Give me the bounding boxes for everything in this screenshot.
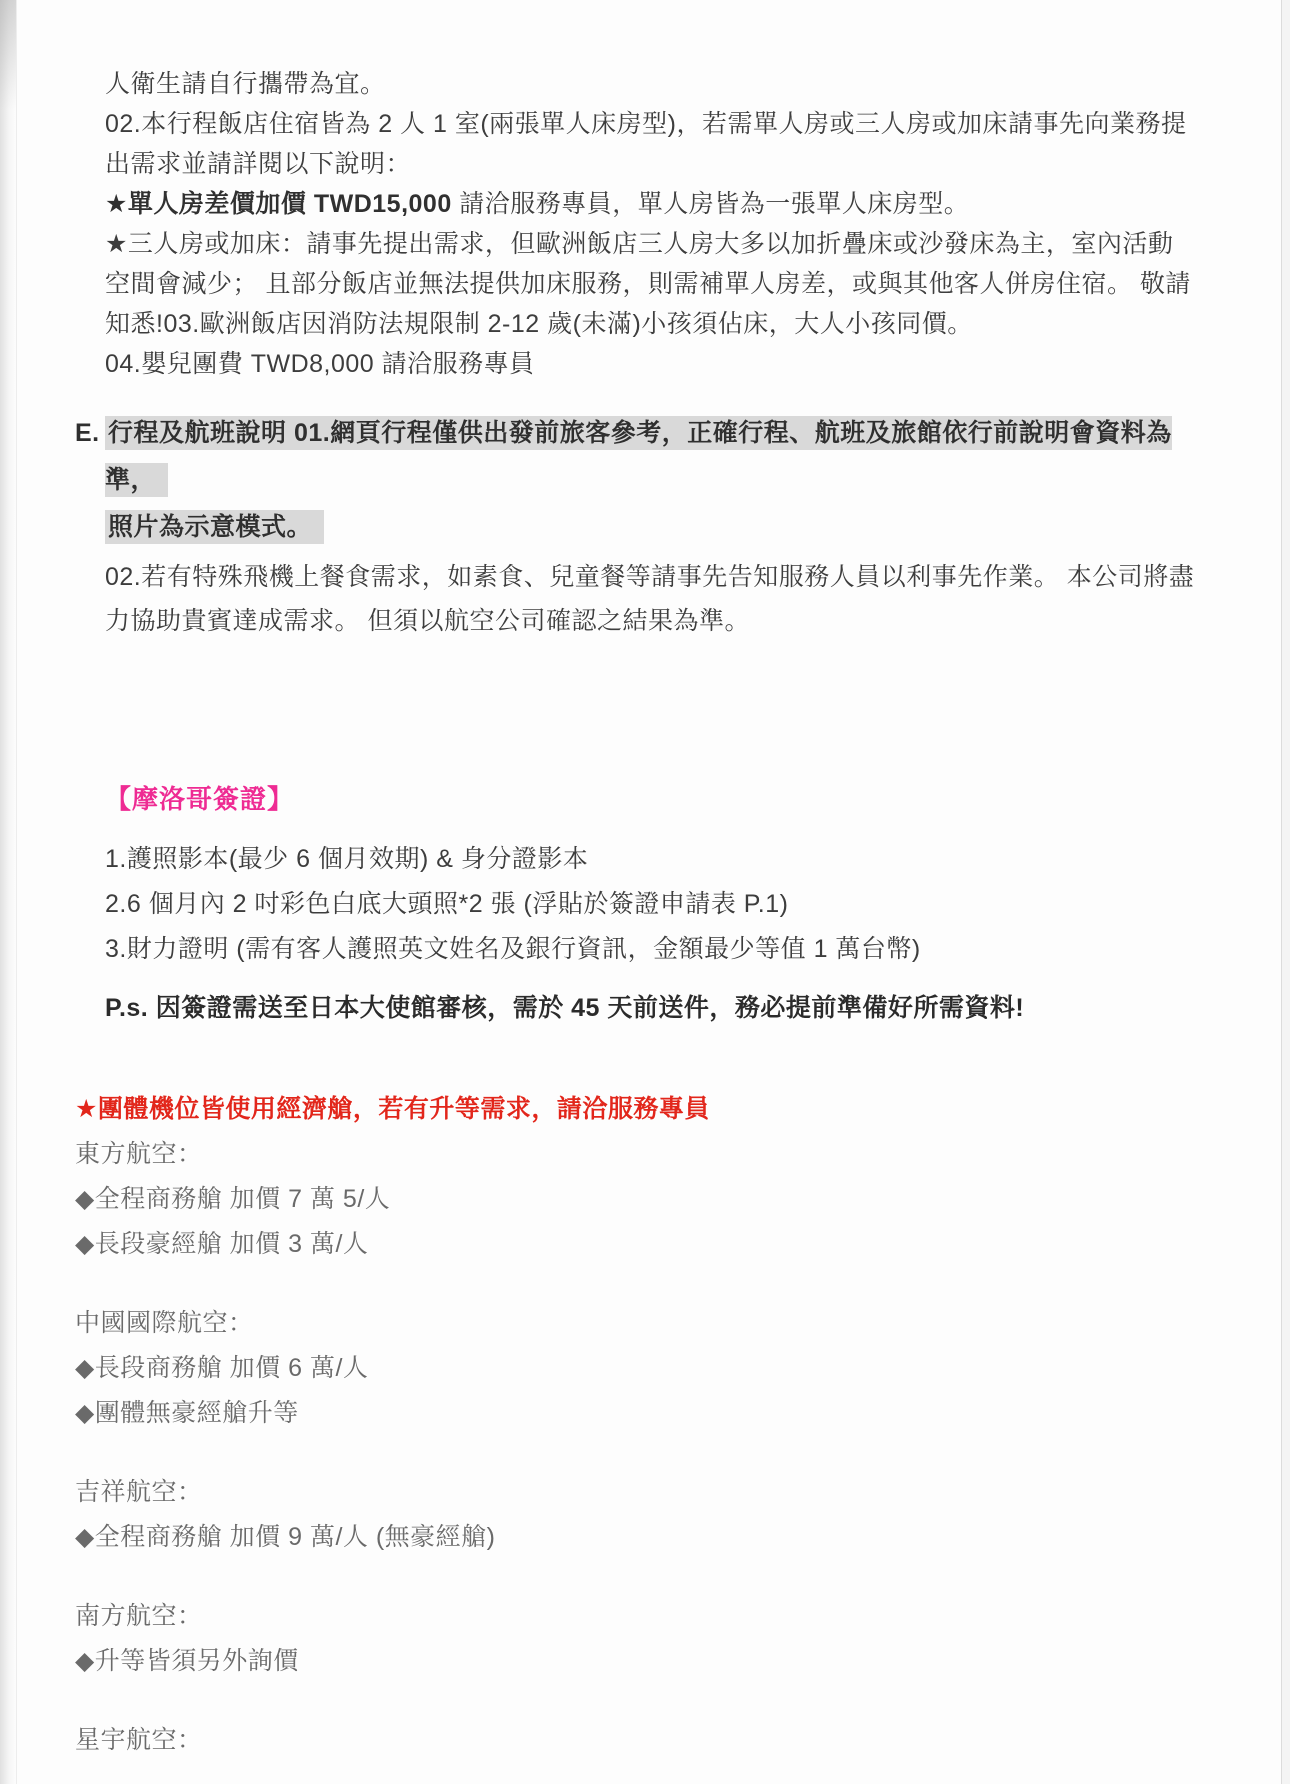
highlighted-note-line-1: 行程及航班說明 01.網頁行程僅供出發前旅客參考，正確行程、航班及旅館依行前說明會資料為準，	[105, 416, 1172, 497]
airline-upgrade-option: ◆全程商務艙 加價 7 萬 5/人	[75, 1185, 391, 1213]
morocco-visa-requirements	[105, 837, 1197, 972]
visa-requirement-financial-proof: 3.財力證明 (需有客人護照英文姓名及銀行資訊，金額最少等值 1 萬台幣)	[105, 935, 921, 963]
single-room-surcharge-amount: ★單人房差價加價 TWD15,000	[105, 190, 452, 218]
single-room-surcharge-rest: 請洽服務專員，單人房皆為一張單人床房型。	[451, 190, 970, 218]
paragraph-triple-room-policy: ★三人房或加床：請事先提出需求，但歐洲飯店三人房大多以加折疊床或沙發床為主，室內活動空間會減少； 且部分飯店並無法提供加床服務，則需補單人房差，或與其他客人併房住宿。 敬請知悉!03.歐洲飯店因消防法規限制 2-12 歲(未滿)小孩須佔床，大人小孩同價。	[105, 230, 1191, 338]
airline-name: 吉祥航空：	[75, 1478, 203, 1506]
document-content	[75, 64, 1197, 1763]
highlighted-note-line-2: 照片為示意模式。	[105, 510, 324, 544]
visa-deadline-note: P.s. 因簽證需送至日本大使館審核，需於 45 天前送件，務必提前準備好所需資料!	[105, 994, 1025, 1022]
paragraph-single-room-surcharge	[105, 184, 1197, 224]
airline-name: 東方航空：	[75, 1140, 203, 1168]
airline-group-air-china	[75, 1301, 1197, 1436]
visa-requirement-photo: 2.6 個月內 2 吋彩色白底大頭照*2 張 (浮貼於簽證申請表 P.1)	[105, 890, 789, 918]
airline-name: 中國國際航空：	[75, 1309, 254, 1337]
airline-name: 南方航空：	[75, 1602, 203, 1630]
airline-upgrade-option: ◆團體無豪經艙升等	[75, 1399, 299, 1427]
morocco-visa-heading: 【摩洛哥簽證】	[105, 784, 295, 814]
section-e-label: E.	[75, 419, 100, 447]
airline-group-starlux	[75, 1718, 1197, 1763]
airline-upgrade-option: ◆長段豪經艙 加價 3 萬/人	[75, 1230, 369, 1258]
airline-upgrade-option: ◆長段商務艙 加價 6 萬/人	[75, 1354, 369, 1382]
paragraph-hygiene-note: 人衛生請自行攜帶為宜。	[105, 70, 386, 98]
page-right-edge-shadow	[1281, 0, 1290, 1784]
economy-cabin-notice: ★團體機位皆使用經濟艙，若有升等需求，請洽服務專員	[75, 1095, 710, 1123]
section-e-itinerary-note	[75, 410, 1197, 551]
airline-name: 星宇航空：	[75, 1726, 203, 1754]
airline-group-juneyao	[75, 1470, 1197, 1560]
airline-upgrade-list	[75, 1132, 1197, 1763]
paragraph-hotel-rooming: 02.本行程飯店住宿皆為 2 人 1 室(兩張單人床房型)，若需單人房或三人房或加床請事先向業務提出需求並請詳閱以下說明：	[105, 110, 1187, 178]
airline-upgrade-option: ◆升等皆須另外詢價	[75, 1647, 299, 1675]
paragraph-infant-fee: 04.嬰兒團費 TWD8,000 請洽服務專員	[105, 350, 535, 378]
airline-group-china-eastern	[75, 1132, 1197, 1267]
visa-requirement-passport: 1.護照影本(最少 6 個月效期) & 身分證影本	[105, 845, 589, 873]
airline-group-china-southern	[75, 1594, 1197, 1684]
page-left-edge-shadow	[0, 0, 17, 1784]
airline-upgrade-option: ◆全程商務艙 加價 9 萬/人 (無豪經艙)	[75, 1523, 496, 1551]
paragraph-special-meal: 02.若有特殊飛機上餐食需求，如素食、兒童餐等請事先告知服務人員以利事先作業。 本公司將盡力協助貴賓達成需求。 但須以航空公司確認之結果為準。	[105, 563, 1195, 635]
section-e-highlighted-text	[105, 410, 1197, 551]
